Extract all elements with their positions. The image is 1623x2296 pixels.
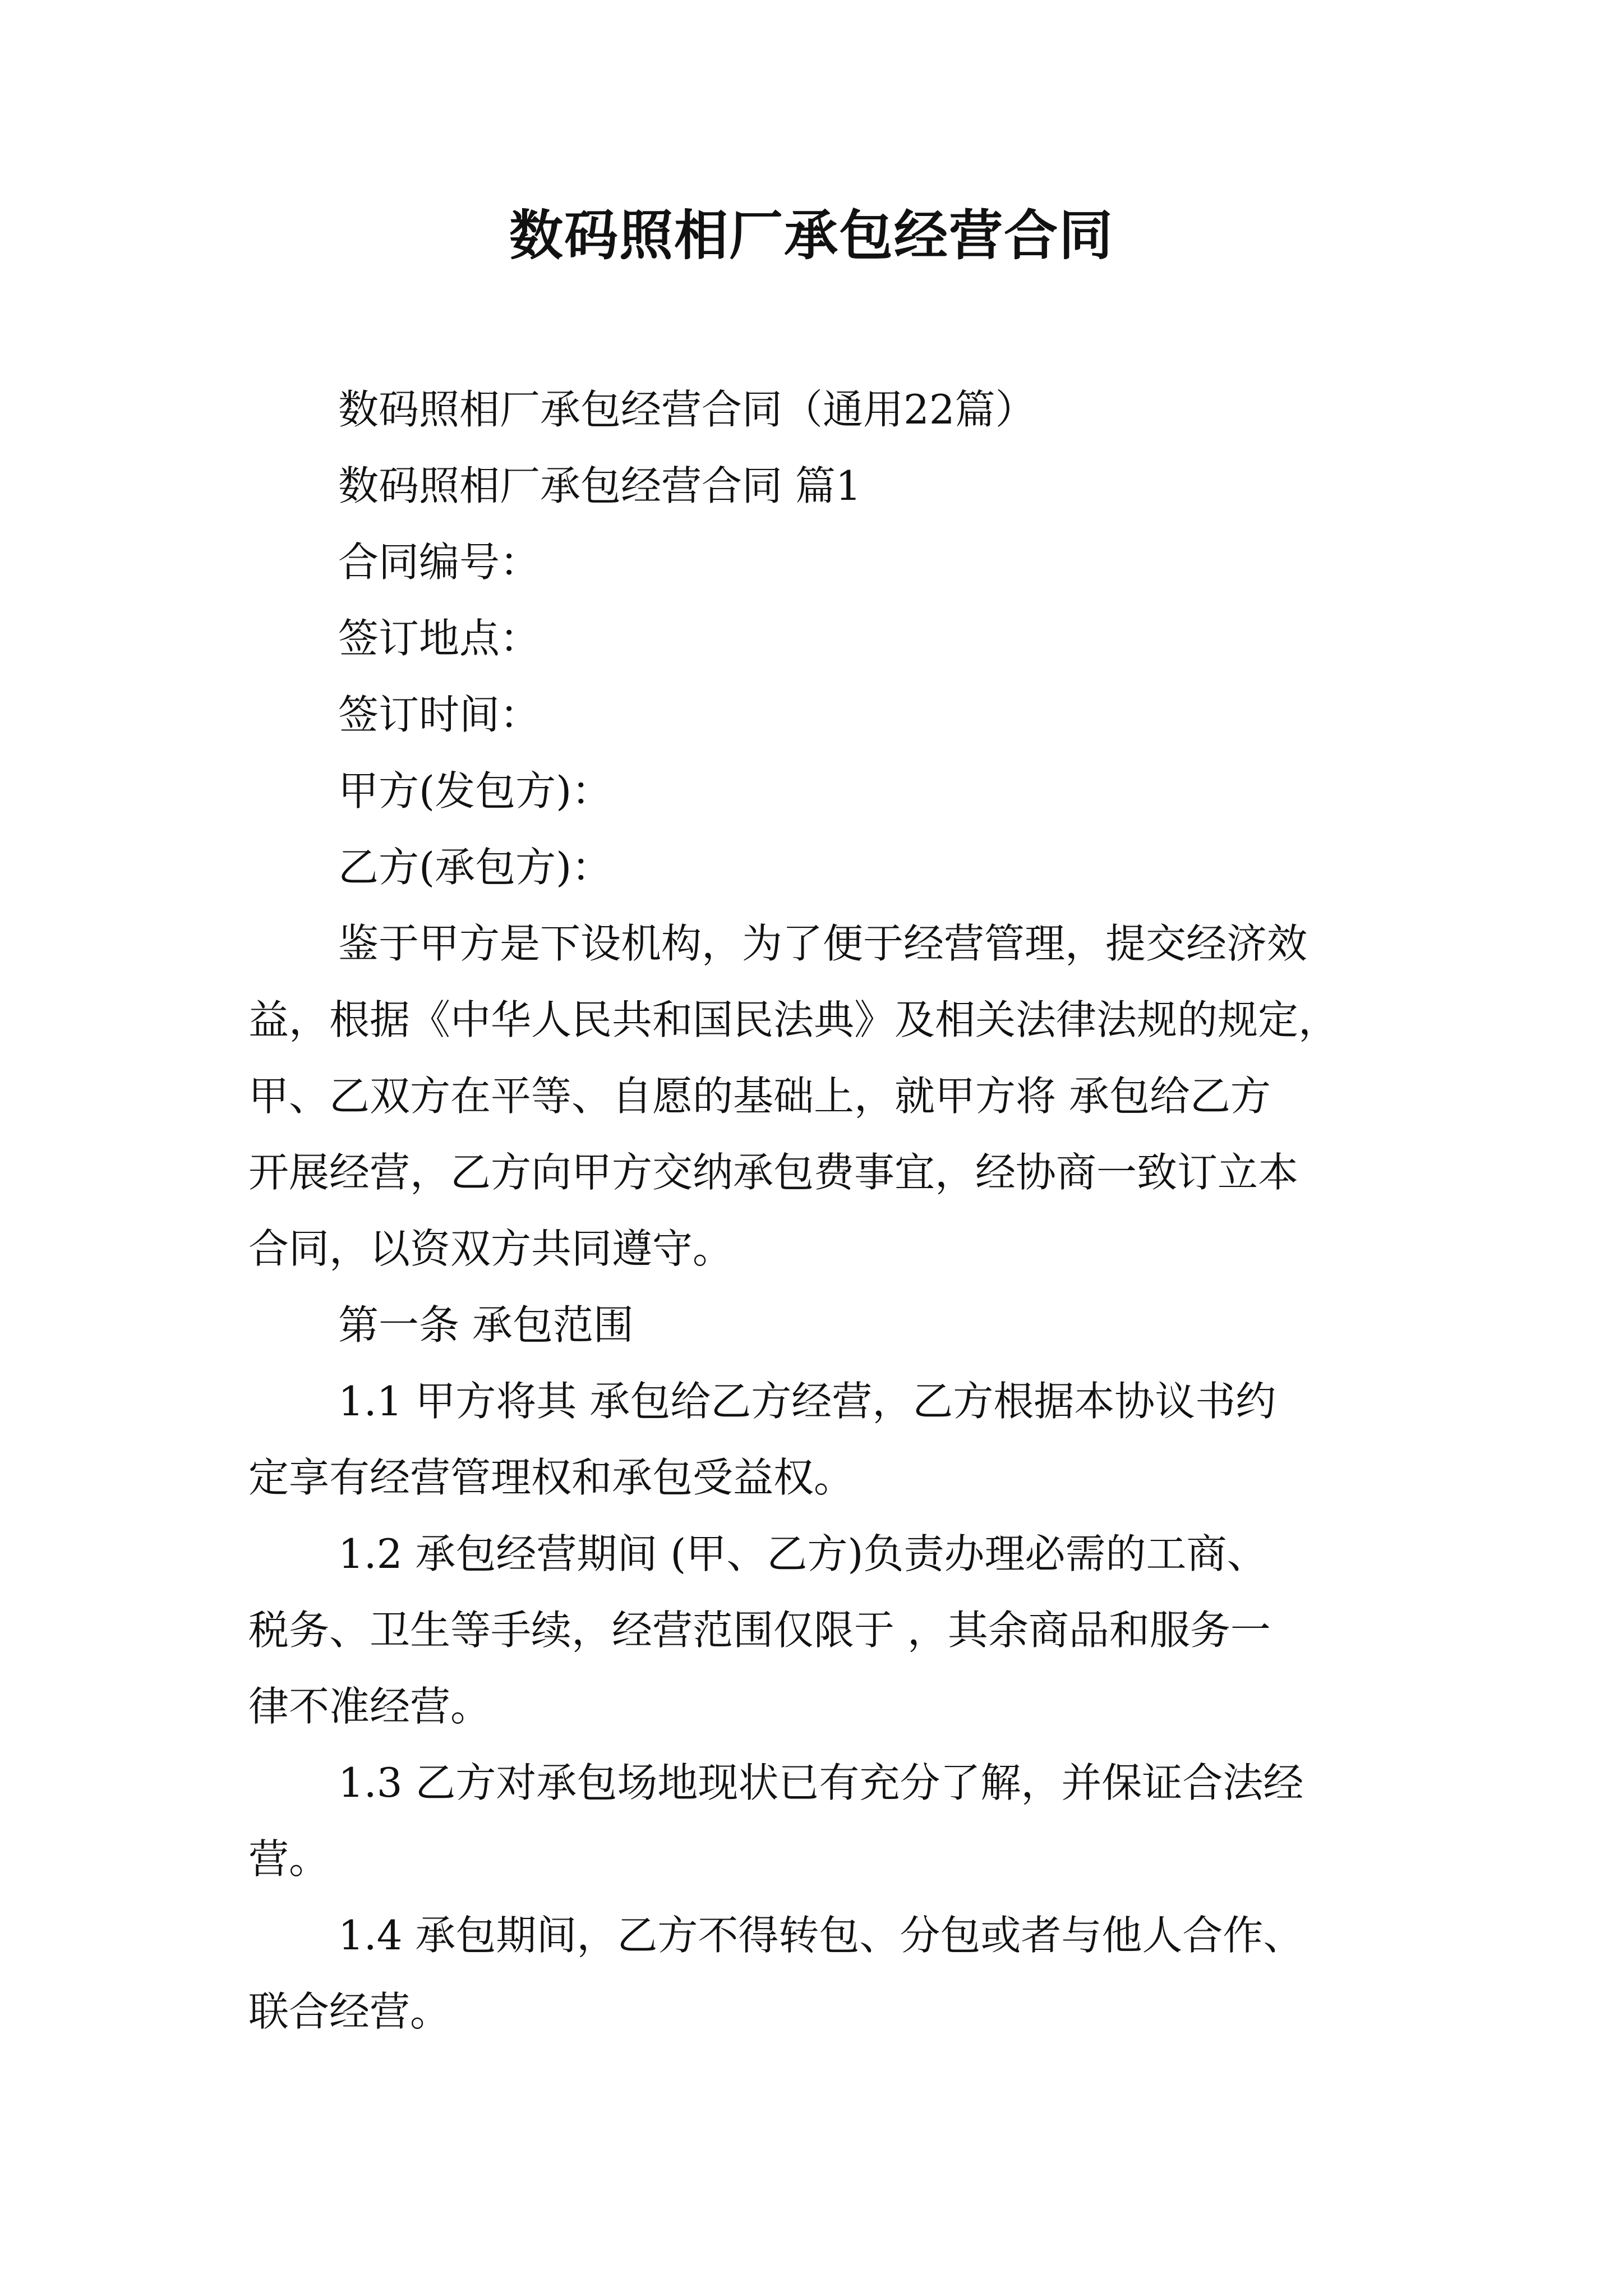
body-line: 1.4 承包期间，乙方不得转包、分包或者与他人合作、: [338, 1912, 1304, 1959]
body-line: 1.1 甲方将其 承包给乙方经营，乙方根据本协议书约: [338, 1378, 1276, 1425]
body-line: 开展经营，乙方向甲方交纳承包费事宜，经协商一致订立本: [248, 1149, 1299, 1196]
body-line: 甲方(发包方)：: [338, 767, 612, 815]
body-line: 律不准经营。: [248, 1683, 491, 1730]
body-line: 鉴于甲方是下设机构，为了便于经营管理，提交经济效: [338, 920, 1308, 967]
body-line: 签订地点：: [338, 615, 541, 662]
body-line: 益，根据《中华人民共和国民法典》及相关法律法规的规定，: [248, 996, 1339, 1043]
body-line: 定享有经营管理权和承包受益权。: [248, 1454, 855, 1501]
body-line: 乙方(承包方)：: [338, 844, 612, 891]
body-line: 数码照相厂承包经营合同 篇1: [338, 462, 861, 509]
body-line: 第一条 承包范围: [338, 1301, 634, 1349]
body-line: 签订时间：: [338, 691, 541, 738]
body-line: 合同编号：: [338, 539, 541, 586]
body-line: 联合经营。: [248, 1988, 451, 2035]
body-line: 数码照相厂承包经营合同（通用22篇）: [338, 386, 1036, 433]
document-body: [248, 371, 1387, 2050]
body-line: 1.2 承包经营期间 (甲、乙方)负责办理必需的工商、: [338, 1530, 1267, 1577]
body-line: 1.3 乙方对承包场地现状已有充分了解，并保证合法经: [338, 1759, 1304, 1806]
body-line: 税务、卫生等手续，经营范围仅限于 ，其余商品和服务一: [248, 1607, 1271, 1654]
body-line: 甲、乙双方在平等、自愿的基础上，就甲方将 承包给乙方: [248, 1073, 1271, 1120]
body-line: 营。: [248, 1835, 330, 1883]
body-line: 合同，以资双方共同遵守。: [248, 1225, 734, 1272]
document-title: 数码照相厂承包经营合同: [509, 204, 1114, 267]
